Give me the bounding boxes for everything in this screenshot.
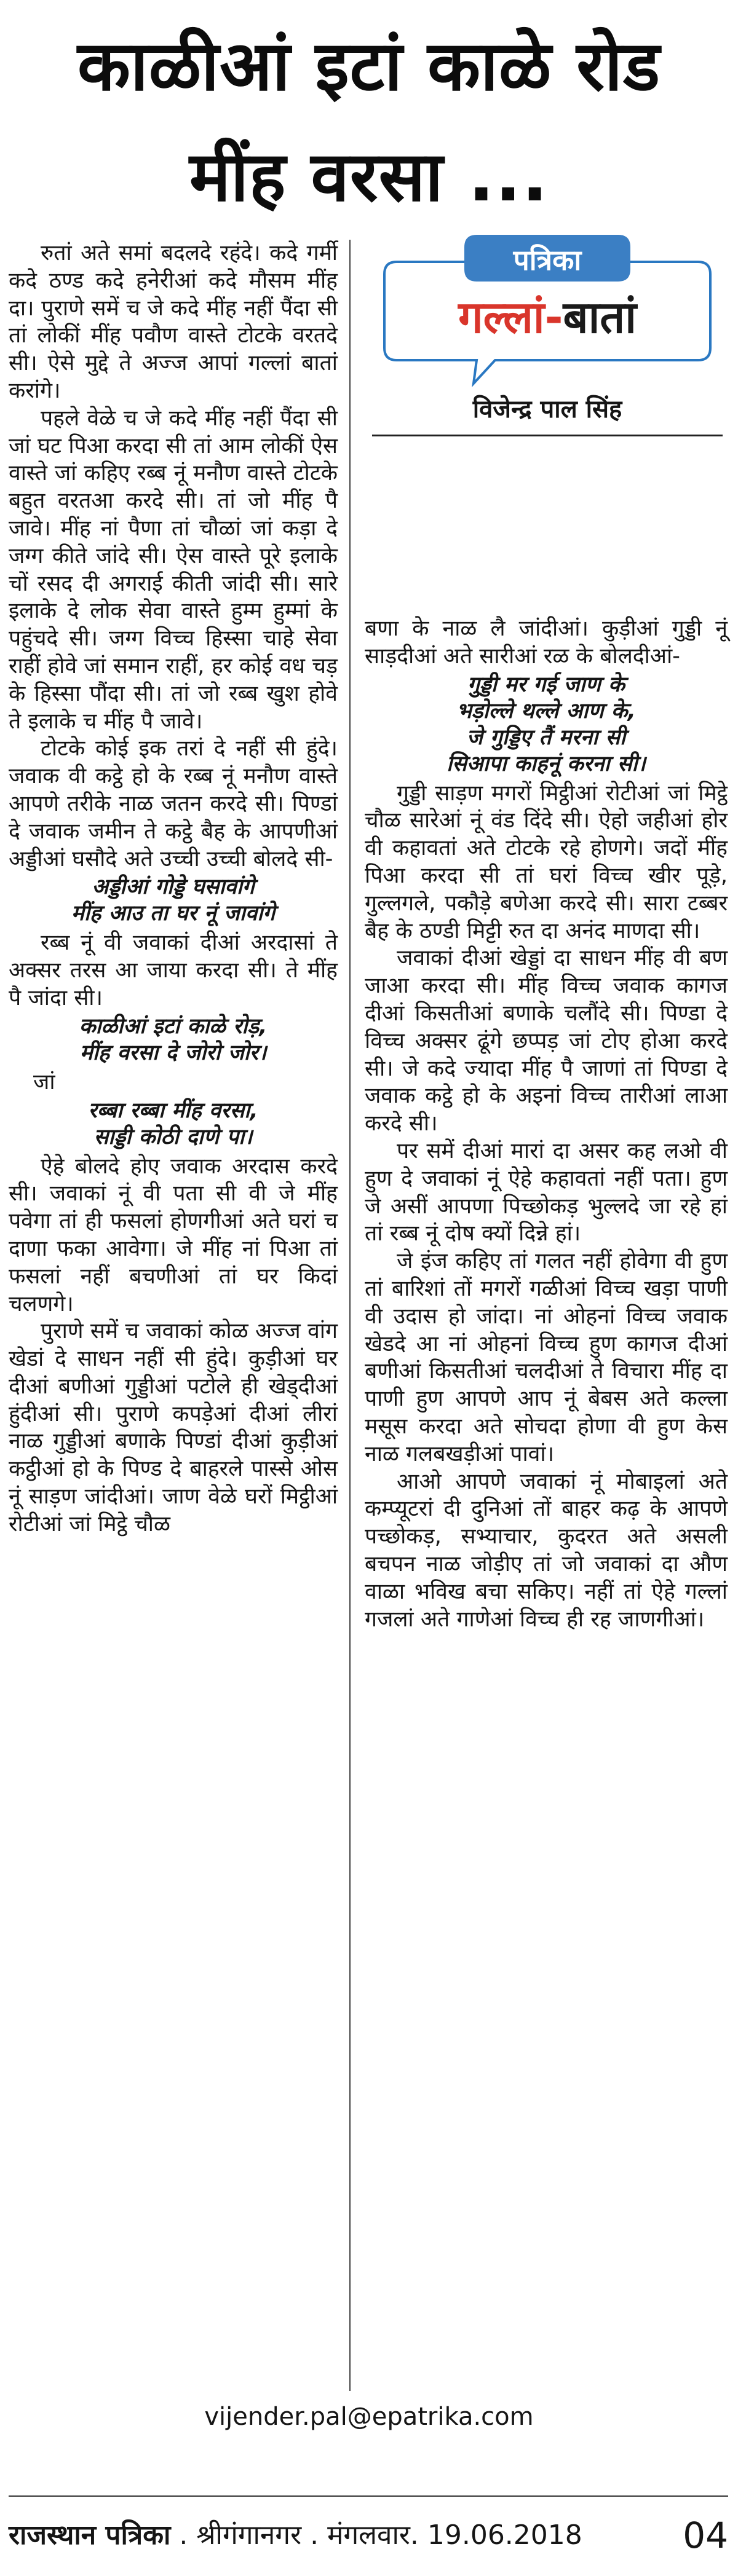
verse-quote [9, 1014, 338, 1066]
author-divider [372, 435, 723, 436]
headline-line-2: मींह वरसा ... [189, 137, 549, 217]
conjunction-text: जां [33, 1069, 55, 1095]
headline [0, 11, 738, 232]
paragraph: रब्ब नूं वी जवाकां दीआं अरदासां ते अक्सर तरस आ जाया करदा सी। ते मींह पै जांदा सी। [9, 930, 338, 1010]
verse-line: मींह आउ ता घर नूं जावांगे [71, 901, 276, 926]
column-divider [349, 240, 351, 2391]
verse-quote [365, 672, 728, 778]
verse-quote [9, 874, 338, 927]
footer-divider [9, 2495, 728, 2497]
paragraph: ऐहे बोलदे होए जवाक अरदास करदे सी। जवाकां नूं वी पता सी वी जे मींह पवेगा तां ही फसलां होणगीआं अते घरां च दाणा फका आवेगा। जे मींह नां पिआ तां फसलां नहीं बचणीआं तां घर किदां चलणगे। [9, 1153, 338, 1317]
verse-line: मींह वरसा दे जोरो जोर। [79, 1040, 267, 1065]
verse-quote [9, 1098, 338, 1151]
newspaper-name: राजस्थान पत्रिका [9, 2519, 171, 2551]
paragraph: आओ आपणे जवाकां नूं मोबाइलां अते कम्प्यूटरां दी दुनिआं तों बाहर कढ़ के आपणे पच्छोकड़, सभ्याचार, कुदरत अते असली बचपन नाळ जोड़ीए तां जो जवाकां दा औण वाळा भविख बचा सकिए। नहीं तां ऐहे गल्लां गजलां अते गाणेआं विच्च ही रह जाणगीआं। [365, 1468, 728, 1632]
page-number: 04 [683, 2515, 728, 2556]
paragraph: रुतां अते समां बदलदे रहंदे। कदे गर्मी कदे ठण्ड कदे हनेरीआं कदे मौसम मींह दा। पुराणे समें च जे कदे मींह नहीं पैंदा सी तां लोकीं मींह पवौण वास्ते टोटके वरतदे सी। ऐसे मुद्दे ते अज्ज आपां गल्लां बातां करांगे। [9, 240, 338, 403]
column-title-b: बातां [563, 291, 637, 343]
article-right-column [365, 615, 728, 2355]
publication-date: 19.06.2018 [427, 2519, 582, 2551]
column-label: पत्रिका [513, 243, 582, 277]
paragraph: टोटके कोई इक तरां दे नहीं सी हुंदे। जवाक वी कट्ठे हो के रब्ब नूं मनौण वास्ते आपणे तरीके नाळ जतन करदे सी। पिण्डां दे जवाक जमीन ते कट्ठे बैह के आपणीआं अड्डीआं घसौदे अते उच्ची उच्ची बोलदे सी- [9, 736, 338, 872]
paragraph: जवाकां दीआं खेड्डां दा साधन मींह वी बण जाआ करदा सी। मींह विच्च जवाक कागज दीआं किसतीआं बणाके चलौंदे सी। पिण्डा दे विच्च अक्सर ढूंगे छप्पड़ जां टोए होआ करदे सी। जे कदे ज्यादा मींह पै जाणां तां पिण्डा दे जवाक कट्ठे हो के अइनां विच्च तारीआं लाआ करदे सी। [365, 945, 728, 1136]
edition-city: श्रीगंगानगर [196, 2519, 302, 2551]
verse-line: गुड्डी मर गई जाण के [467, 672, 625, 697]
verse-line: भड़ोल्ले थल्ले आण के, [456, 698, 636, 723]
paragraph: बणा के नाळ लै जांदीआं। कुड़ीआं गुड्डी नूं साड़दीआं अते सारीआं रळ के बोलदीआं- [365, 616, 728, 669]
footer-separator: . [310, 2519, 319, 2551]
author-email: vijender.pal@epatrika.com [204, 2403, 534, 2431]
paragraph: जे इंज कहिए तां गलत नहीं होवेगा वी हुण तां बारिशां तों मगरों गळीआं विच्च खड़ा पाणी वी उदास हो जांदा। नां ओहनां विच्च जवाक खेडदे आ नां ओहनां विच्च हुण कागज दीआं बणीआं किसतीआं चलदीआं ते विचारा मींह दा पाणी हुण आपणे आप नूं बेबस अते कल्ला मसूस करदा अते सोचदा होणा वी हुण केस नाळ गलबखड़ीआं पावां। [365, 1248, 728, 1467]
paragraph: गुड्डी साड़ण मगरों मिट्ठीआं रोटीआं जां मिट्ठे चौळ सारेआं नूं वंड दिंदे सी। ऐहो जहीआं होर वी कहावतां अते टोटके रहे होणगे। जदों मींह पिआ करदा सी तां घरां विच्च खीर पूड़े, गुल्लगले, पकौड़े बणेआ करदे सी। सारा टब्बर बैह के ठण्डी मिट्टी रुत दा अनंद माणदा सी। [365, 780, 728, 943]
verse-line: काळीआं इटां काळे रोड़, [79, 1014, 268, 1039]
paragraph: पहले वेळे च जे कदे मींह नहीं पैंदा सी जां घट पिआ करदा सी तां आम लोकीं ऐस वास्ते जां कहिए रब्ब नूं मनौण वास्ते टोटके बहुत वरतआ करदे सी। तां जो मींह पै जावे। मींह नां पैणा तां चौळां जां कड़ा दे जग्ग कीते जांदे सी। ऐस वास्ते पूरे इलाके चों रसद दी अगराई कीती जांदी सी। सारे इलाके दे लोक सेवा वास्ते हुम्म हुम्मां के पहुंचदे सी। जग्ग विच्च हिस्सा चाहे सेवा राहीं होवे जां समान राहीं, हर कोई वध चड़ के हिस्सा पौंदा सी। तां जो रब्ब खुश होवे ते इलाके च मींह पै जावे। [9, 405, 338, 734]
paragraph: पुराणे समें च जवाकां कोळ अज्ज वांग खेडां दे साधन नहीं सी हुंदे। कुड़ीआं घर दीआं बणीआं गुड्डीआं पटोले ही खेड्दीआं हुंदीआं सी। पुराणे कपड़ेआं दीआं लीरां नाळ गुड्डीआं बणाके पिण्डां दीआं कुड़ीआं कट्ठीआं हो के पिण्ड दे बाहरले पास्से ओस नूं साड़ण जांदीआं। जाण वेळे घरों मिट्ठीआं रोटीआं जां मिट्ठे चौळ [9, 1318, 338, 1537]
verse-line: अड्डीआं गोड्डे घसावांगे [92, 875, 255, 900]
verse-line: जे गुड्डिए तैं मरना सी [466, 725, 626, 750]
headline-line-1: काळीआं इटां काळे रोड [77, 26, 661, 106]
weekday: मंगलवार. [327, 2519, 419, 2551]
article-left-column [9, 240, 338, 2348]
column-badge [372, 231, 723, 397]
paragraph: पर समें दीआं मारां दा असर कह लओ वी हुण दे जवाकां नूं ऐहे कहावतां नहीं पता। हुण जे असीं आपणा पिच्छोकड़ भुल्लदे जा रहे हां तां रब्ब नूं दोष क्यों दिन्ने हां। [365, 1138, 728, 1247]
column-title-separator: - [544, 291, 563, 343]
verse-line: साड्डी कोठी दाणे पा। [93, 1124, 253, 1149]
verse-line: रब्बा रब्बा मींह वरसा, [88, 1098, 258, 1123]
footer-separator: . [179, 2519, 188, 2551]
page-footer [9, 2505, 728, 2566]
column-title [372, 288, 723, 347]
column-title-a: गल्लां [458, 291, 545, 343]
verse-line: सिआपा काहनूं करना सी। [446, 751, 646, 776]
author-byline: विजेन्द्र पाल सिंह [472, 395, 622, 423]
